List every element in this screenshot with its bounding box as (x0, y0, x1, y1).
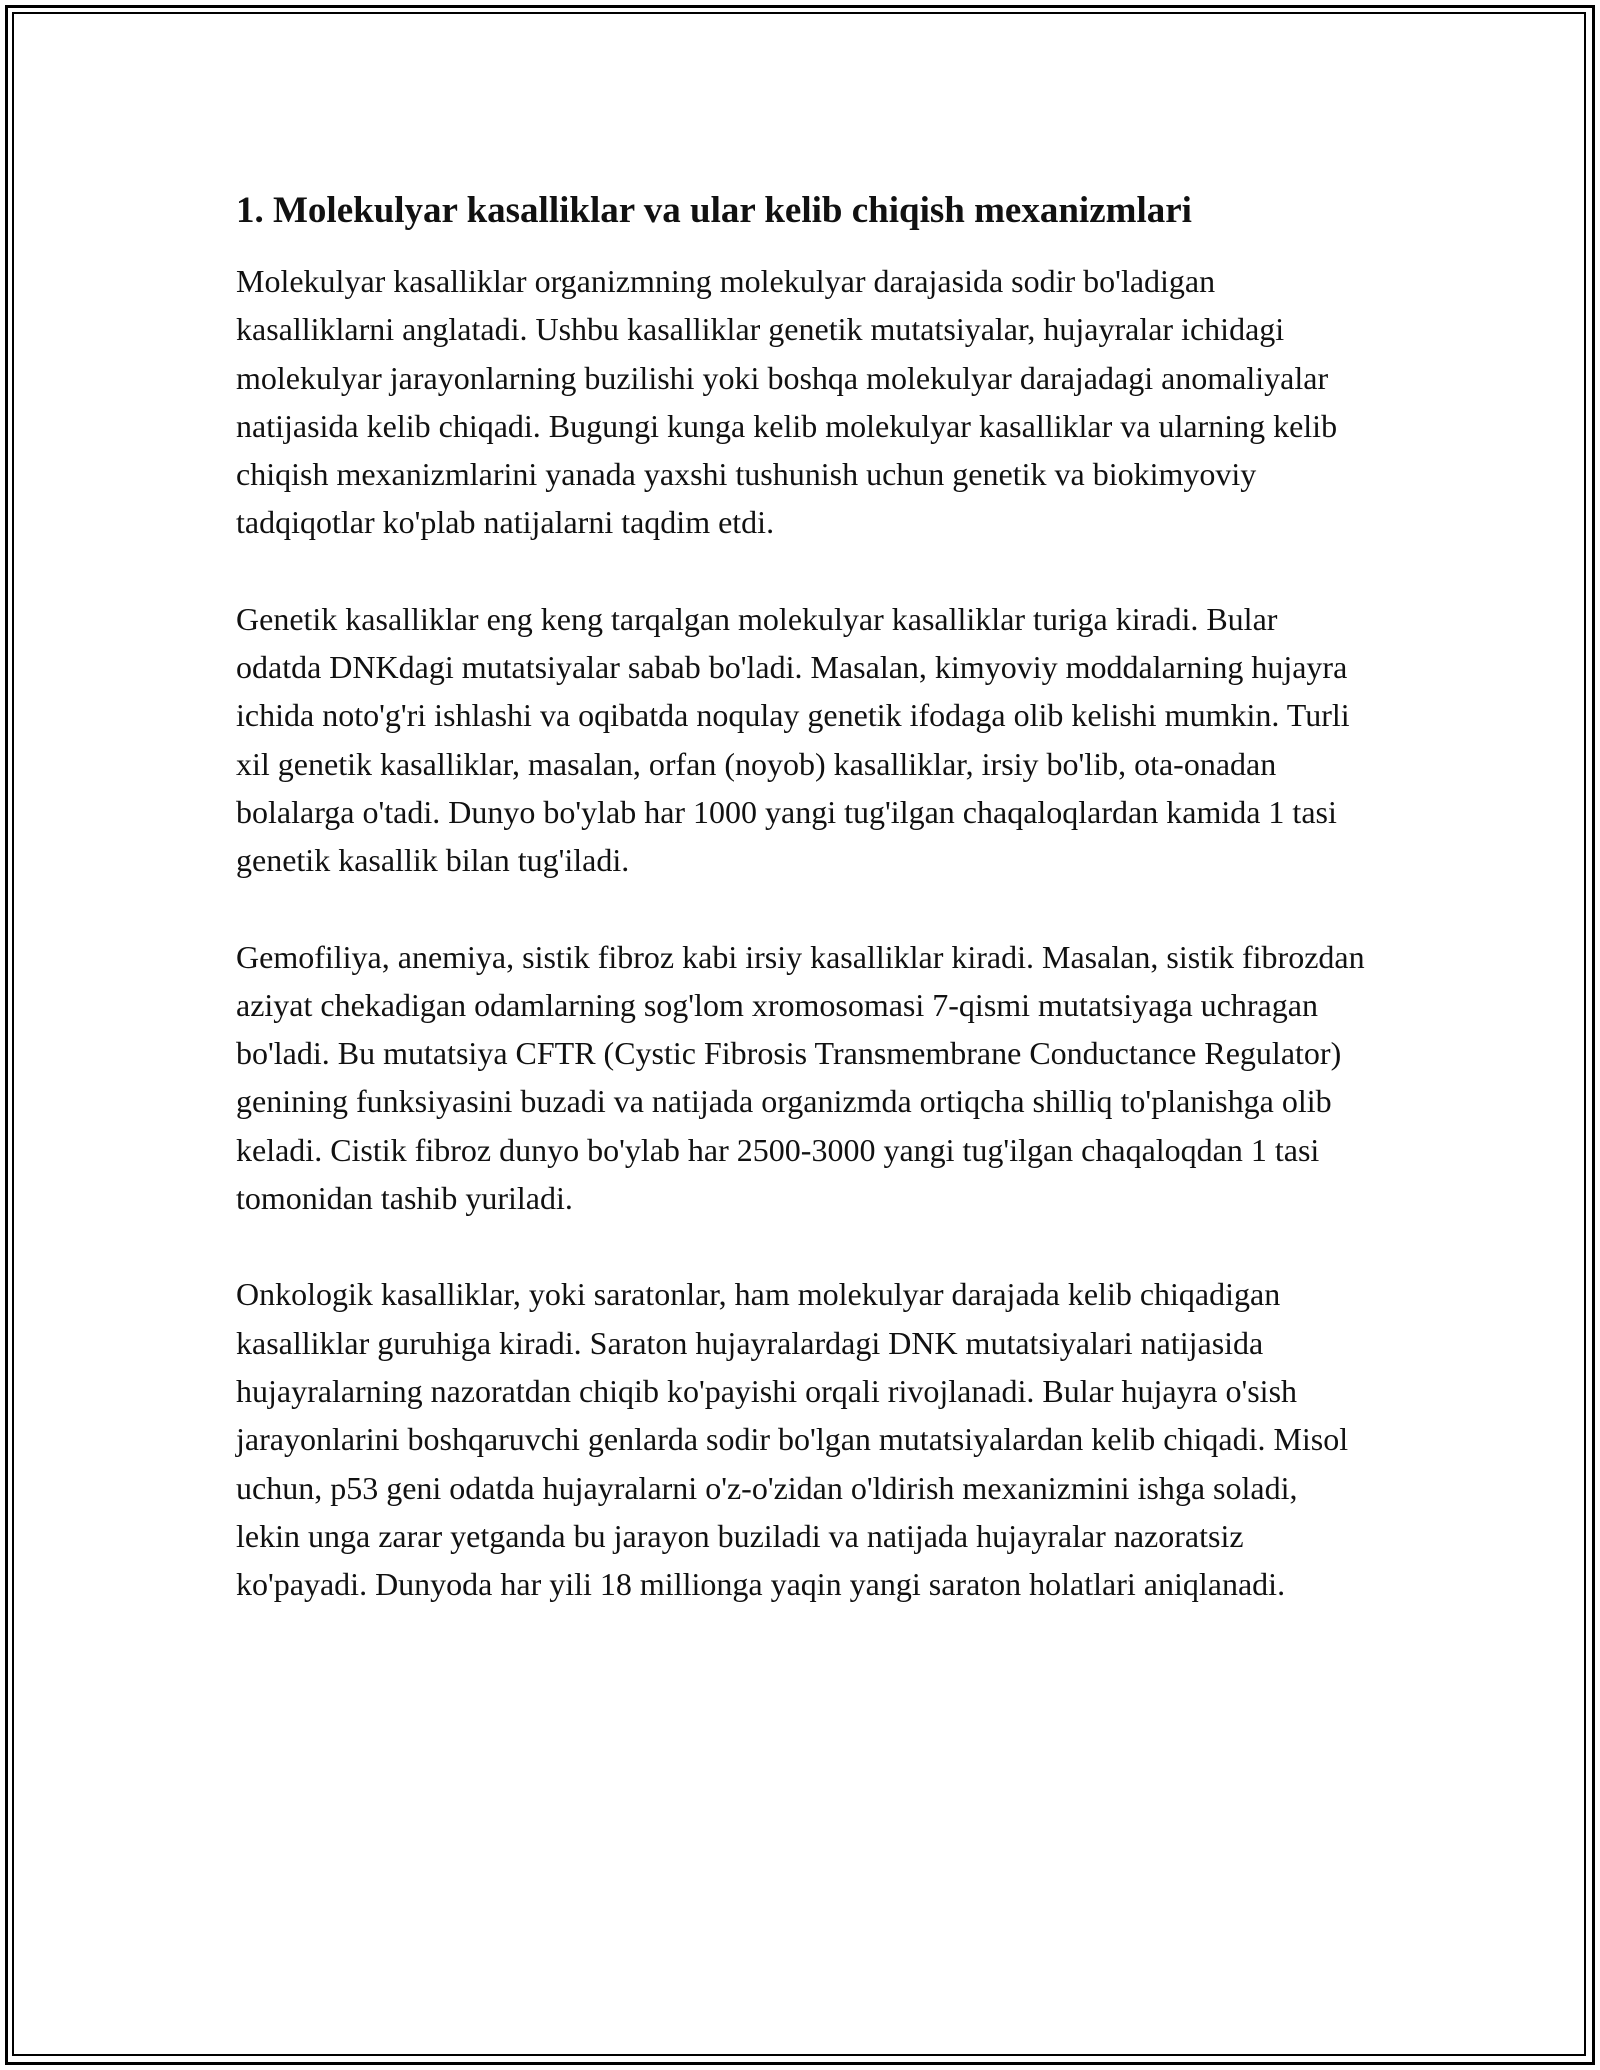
paragraph-genetic-diseases: Genetik kasalliklar eng keng tarqalgan molekulyar kasalliklar turiga kiradi. Bular odatda DNKdagi mutatsiyalar sabab bo'ladi. Masalan, kimyoviy moddalarning hujayra ichida noto'g'ri ishlashi va oqibatda noqulay genetik ifodaga olib kelishi mumkin. Turli xil genetik kasalliklar, masalan, orfan (noyob) kasalliklar, irsiy bo'lib, ota-onadan bolalarga o'tadi. Dunyo bo'ylab har 1000 yangi tug'ilgan chaqaloqlardan kamida 1 tasi genetik kasallik bilan tug'iladi. (236, 600, 1350, 879)
document-body (236, 185, 1366, 1656)
paragraph-intro: Molekulyar kasalliklar organizmning molekulyar darajasida sodir bo'ladigan kasalliklarni anglatadi. Ushbu kasalliklar genetik mutatsiyalar, hujayralar ichidagi molekulyar jarayonlarning buzilishi yoki boshqa molekulyar darajadagi anomaliyalar natijasida kelib chiqadi. Bugungi kunga kelib molekulyar kasalliklar va ularning kelib chiqish mexanizmlarini yanada yaxshi tushunish uchun genetik va biokimyoviy tadqiqotlar ko'plab natijalarni taqdim etdi. (236, 263, 1338, 541)
paragraph-hereditary-diseases: Gemofiliya, anemiya, sistik fibroz kabi irsiy kasalliklar kiradi. Masalan, sistik fibrozdan aziyat chekadigan odamlarning sog'lom xromosomasi 7-qismi mutatsiyaga uchragan bo'ladi. Bu mutatsiya CFTR (Cystic Fibrosis Transmembrane Conductance Regulator) genining funksiyasini buzadi va natijada organizmda ortiqcha shilliq to'planishga olib keladi. Cistik fibroz dunyo bo'ylab har 2500-3000 yangi tug'ilgan chaqaloqdan 1 tasi tomonidan tashib yuriladi. (236, 938, 1365, 1217)
page-title: 1. Molekulyar kasalliklar va ular kelib chiqish mexanizmlari (236, 190, 1192, 231)
paragraph-oncological-diseases: Onkologik kasalliklar, yoki saratonlar, ham molekulyar darajada kelib chiqadigan kasalliklar guruhiga kiradi. Saraton hujayralardagi DNK mutatsiyalari natijasida hujayralarning nazoratdan chiqib ko'payishi orqali rivojlanadi. Bular hujayra o'sish jarayonlarini boshqaruvchi genlarda sodir bo'lgan mutatsiyalardan kelib chiqadi. Misol uchun, p53 geni odatda hujayralarni o'z-o'zidan o'ldirish mexanizmini ishga soladi, lekin unga zarar yetganda bu jarayon buziladi va natijada hujayralar nazoratsiz ko'payadi. Dunyoda har yili 18 millionga yaqin yangi saraton holatlari aniqlanadi. (236, 1276, 1349, 1603)
